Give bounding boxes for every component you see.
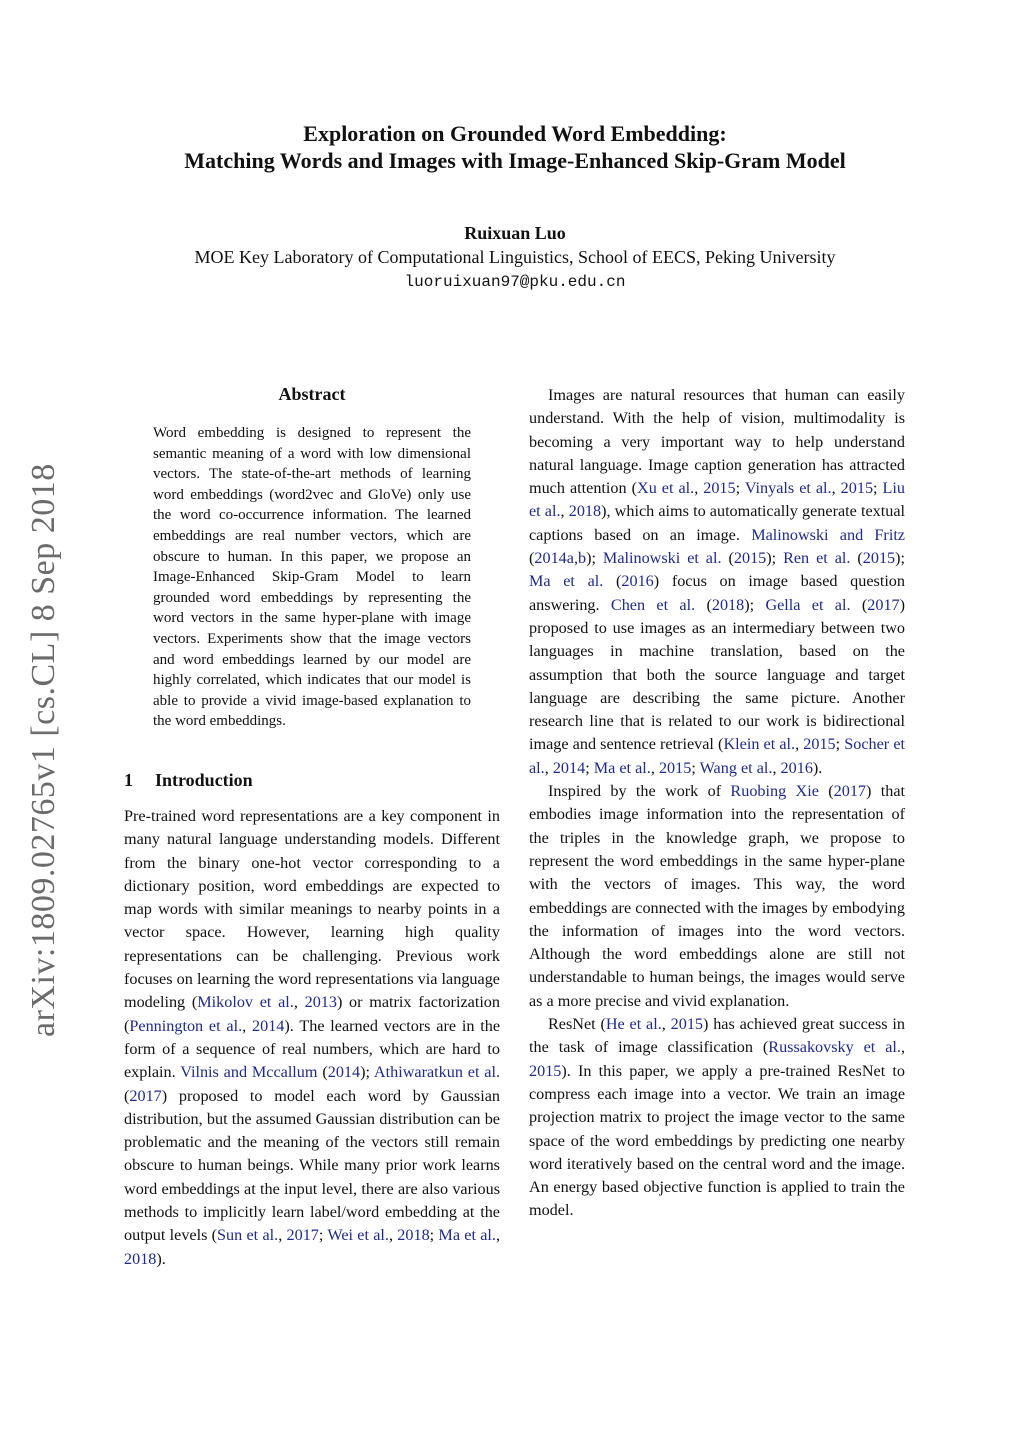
citation-link[interactable]: Malinowski and Fritz [751,525,905,544]
citation-link[interactable]: Ma et al. [438,1226,496,1245]
citation-link[interactable]: Ma et al. [593,758,651,777]
section-heading-introduction [124,770,500,791]
citation-link[interactable]: Sun et al. [217,1226,279,1245]
title-line-1: Exploration on Grounded Word Embedding: [303,121,727,146]
citation-link[interactable]: 2015 [862,549,896,568]
intro-paragraph-2: Images are natural resources that human can easily understand. With the help of vision, multimodality is becoming a very important way to help understand natural language. Image caption generation has attracted much attention (Xu et al., 2015; Vinyals et al., 2015; Liu et al., 2018), which aims to automatically generate textual captions based on an image. Malinowski and Fritz (2014a,b); Malinowski et al. (2015); Ren et al. (2015); Ma et al. (2016) focus on image based question answering. Chen et al. (2018); Gella et al. (2017) proposed to use images as an intermediary between two languages in machine translation, based on the assumption that both the source language and target language are describing the same picture. Another research line that is related to our work is bidirectional image and sentence retrieval (Klein et al., 2015; Socher et al., 2014; Ma et al., 2015; Wang et al., 2016). [529,386,906,777]
citation-link[interactable]: Vilnis and Mccallum [180,1063,318,1082]
citation-link[interactable]: Mikolov et al. [197,993,294,1012]
citation-link[interactable]: 2016 [621,572,654,591]
citation-link[interactable]: Socher et al. [529,735,906,777]
citation-link[interactable]: Liu et al. [529,479,906,521]
citation-link[interactable]: Malinowski et al. [602,549,722,568]
citation-link[interactable]: Gella et al. [765,595,851,614]
citation-link[interactable]: Wei et al. [327,1226,389,1245]
intro-paragraph-4: ResNet (He et al., 2015) has achieved great success in the task of image classification (Russakovsky et al., 2015). In this paper, we apply a pre-trained ResNet to compress each image into a vector. We train an image projection matrix to project the image vector to the same space of the word embeddings by predicting one nearby word iteratively based on the central word and the image. An energy based objective function is applied to train the model. [529,1015,906,1220]
citation-link[interactable]: 2014 [327,1063,361,1082]
citation-link[interactable]: 2015 [703,479,736,498]
author-affiliation: MOE Key Laboratory of Computational Linguistics, School of EECS, Peking University [194,247,836,267]
citation-link[interactable]: Ren et al. [783,549,851,568]
section-number: 1 [124,770,133,790]
arxiv-identifier: arXiv:1809.02765v1 [cs.CL] 8 Sep 2018 [25,463,62,1037]
section-title: Introduction [155,770,253,790]
citation-link[interactable]: Ruobing Xie [730,782,819,801]
title-line-2: Matching Words and Images with Image-Enhanced Skip-Gram Model [184,148,846,173]
citation-link[interactable]: 2017 [867,595,900,614]
right-column-body [529,384,905,1223]
citation-link[interactable]: 2014 [552,758,586,777]
citation-link[interactable]: 2015 [733,549,767,568]
citation-link[interactable]: Klein et al. [723,735,796,754]
citation-link[interactable]: Xu et al. [637,479,695,498]
citation-link[interactable]: 2017 [833,782,866,801]
citation-link[interactable]: Vinyals et al. [744,479,832,498]
citation-link[interactable]: 2014a,b [534,549,587,568]
citation-link[interactable]: 2018 [711,595,745,614]
citation-link[interactable]: 2018 [124,1249,157,1268]
citation-link[interactable]: 2015 [840,479,874,498]
citation-link[interactable]: Athiwaratkun et al. [373,1063,500,1082]
citation-link[interactable]: 2016 [780,758,813,777]
left-column-body [124,805,500,1271]
citation-link[interactable]: Wang et al. [699,758,773,777]
citation-link[interactable]: 2017 [129,1086,162,1105]
paper-title [100,120,930,174]
citation-link[interactable]: 2018 [397,1226,430,1245]
abstract-heading: Abstract [278,384,346,404]
author-email: luoruixuan97@pku.edu.cn [404,273,626,291]
citation-link[interactable]: 2018 [568,502,602,521]
citation-link[interactable]: 2015 [658,758,692,777]
abstract-text: Word embedding is designed to represent the semantic meaning of a word with low dimensional vectors. The state-of-the-art methods of learning word embeddings (word2vec and GloVe) only use the word co-occurrence information. The learned embeddings are real number vectors, which are obscure to human. In this paper, we propose an Image-Enhanced Skip-Gram Model to learn grounded word embeddings by representing the word vectors in the same hyper-plane with image vectors. Experiments show that the image vectors and word embeddings learned by our model are highly correlated, which indicates that our model is able to provide a vivid image-based explanation to the word embeddings. [153,425,471,730]
citation-link[interactable]: 2017 [286,1226,319,1245]
citation-link[interactable]: 2015 [803,735,836,754]
citation-link[interactable]: 2013 [304,993,337,1012]
citation-link[interactable]: Chen et al. [610,595,696,614]
citation-link[interactable]: Russakovsky et al. [768,1038,901,1057]
citation-link[interactable]: Pennington et al. [129,1016,243,1035]
intro-paragraph-3: Inspired by the work of Ruobing Xie (2017) that embodies image information into the representation of the triples in the knowledge graph, we propose to represent the word embeddings in the same hyper-plane with the vectors of images. This way, the word embeddings are connected with the images by embodying the information of images into the word vectors. Although the word embeddings alone are still not understandable to human beings, the images would serve as a more precise and vivid explanation. [529,782,905,1010]
author-name: Ruixuan Luo [464,223,566,243]
citation-link[interactable]: 2014 [252,1016,285,1035]
citation-link[interactable]: Ma et al. [529,572,604,591]
citation-link[interactable]: 2015 [529,1061,562,1080]
citation-link[interactable]: 2015 [670,1015,703,1034]
citation-link[interactable]: He et al. [605,1015,662,1034]
intro-paragraph-1: Pre-trained word representations are a key component in many natural language understanding models. Different from the binary one-hot vector corresponding to a dictionary position, word embeddings are expected to map words with similar meanings to nearby points in a vector space. However, learning high quality representations can be challenging. Previous work focuses on learning the word representations via language modeling (Mikolov et al., 2013) or matrix factorization (Pennington et al., 2014). The learned vectors are in the form of a sequence of real numbers, which are hard to explain. Vilnis and Mccallum (2014); Athiwaratkun et al. (2017) proposed to model each word by Gaussian distribution, but the assumed Gaussian distribution can be problematic and the meaning of the vectors still remain obscure to human beings. While many prior work learns word embeddings at the input level, there are also various methods to implicitly learn label/word embedding at the output levels (Sun et al., 2017; Wei et al., 2018; Ma et al., 2018). [124,807,501,1268]
